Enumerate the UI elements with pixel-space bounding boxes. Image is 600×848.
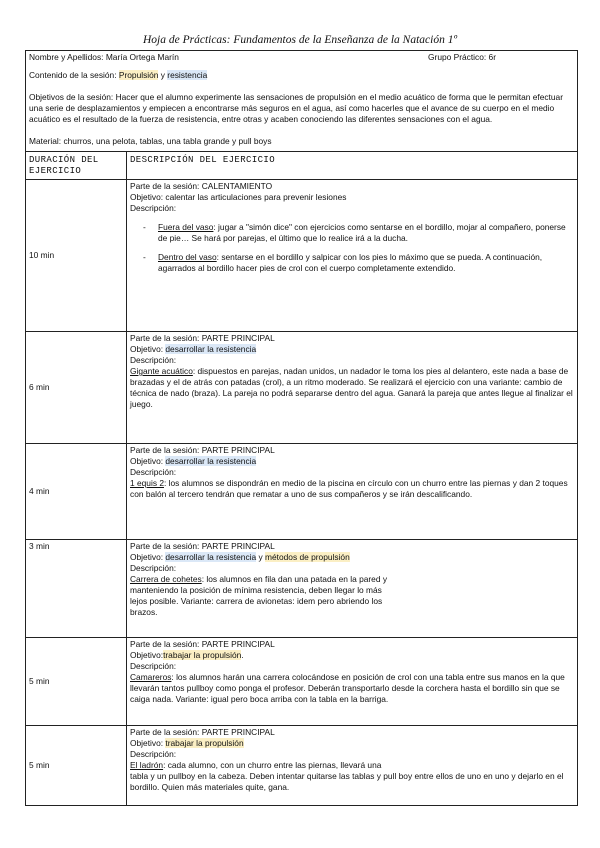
practice-sheet bbox=[25, 50, 578, 806]
description-cell: Parte de la sesión: PARTE PRINCIPAL Objetivo: desarrollar la resistencia y métodos de propulsión Descripción: Carrera de cohetes: los alumnos en fila dan una patada en la pared y manteniendo la posición de mínima resistencia, deben llegar lo más lejos posible. Variante: carrera de avionetas: idem pero abriendo los brazos. bbox=[127, 540, 578, 638]
description-cell: Parte de la sesión: PARTE PRINCIPAL Objetivo: desarrollar la resistencia Descripción: 1 equis 2: los alumnos se dispondrán en medio de la piscina en círculo con un churro entre las piernas y dan 2 toques con balón al tercero tendrán que rematar a uno de sus compañeros y se irán descalificando. bbox=[127, 444, 578, 540]
exercise-list bbox=[130, 222, 574, 274]
session-content: Contenido de la sesión: Propulsión y resistencia bbox=[29, 70, 208, 80]
list-item: - Fuera del vaso: jugar a "simón dice" con ejercicios como sentarse en el bordillo, mojar al compañero, ponerse de pie… Se hará por parejas, el último que lo realice irá a la ducha. bbox=[158, 222, 574, 244]
description-cell: Parte de la sesión: CALENTAMIENTO Objetivo: calentar las articulaciones para prevenir lesiones Descripción: - Fuera del vaso: jugar a "simón dice" con ejercicios como sentarse en el bordillo, mojar al compañero, ponerse de pie… Se hará por parejas, el último que lo realice irá a la ducha. - Dentro del vaso: sentarse en el bordillo y salpicar con los pies lo máximo que se pueda. A continuación, agarrados al bordillo hacer pies de crol con el cuerpo completamente extendido. bbox=[127, 180, 578, 332]
duration-cell: 3 min bbox=[26, 540, 127, 638]
col-description-header: DESCRIPCIÓN DEL EJERCICIO bbox=[127, 152, 578, 180]
student-name: Nombre y Apellidos: María Ortega Marín bbox=[29, 52, 179, 62]
duration-cell: 10 min bbox=[26, 180, 127, 332]
exercise-table bbox=[25, 151, 578, 806]
table-row bbox=[26, 726, 578, 806]
duration-cell: 5 min bbox=[26, 638, 127, 726]
list-item: - Dentro del vaso: sentarse en el bordillo y salpicar con los pies lo máximo que se pueda. A continuación, agarrados al bordillo hacer pies de crol con el cuerpo completamente extendido. bbox=[158, 252, 574, 274]
description-cell: Parte de la sesión: PARTE PRINCIPAL Objetivo: trabajar la propulsión Descripción: El ladrón: cada alumno, con un churro entre las piernas, llevará una tabla y un pullboy en la cabeza. Deben intentar quitarse las tablas y pull boy entre ellos de uno en uno y dejarlo en el bordillo. Quien más materiales quite, gana. bbox=[127, 726, 578, 806]
name-group-row bbox=[29, 52, 574, 63]
description-cell: Parte de la sesión: PARTE PRINCIPAL Objetivo:trabajar la propulsión. Descripción: Camareros: los alumnos harán una carrera colocándose en posición de crol con una tabla entre sus manos en la que llevarán tantos pullboy como ponga el profesor. Deberán transportarlo desde la corchera hasta el bordillo sin que se caiga nada. Variante: igual pero boca arriba con la tabla en la barriga. bbox=[127, 638, 578, 726]
document-title: Hoja de Prácticas: Fundamentos de la Enseñanza de la Natación 1º bbox=[142, 34, 458, 46]
highlight-propulsion: Propulsión bbox=[118, 70, 159, 80]
sheet-header bbox=[25, 50, 578, 151]
table-row bbox=[26, 180, 578, 332]
practice-group: Grupo Práctico: 6r bbox=[428, 52, 496, 62]
duration-cell: 5 min bbox=[26, 726, 127, 806]
col-duration-header: DURACIÓN DEL EJERCICIO bbox=[26, 152, 127, 180]
session-objectives: Objetivos de la sesión: Hacer que el alumno experimente las sensaciones de propulsión en el medio acuático de forma que le permitan efectuar una serie de desplazamientos y empiecen a encontrarse más seguros en el agua, así como hacerles que el avance de su cuerpo en el medio acuático es el resultado de la fuerza de resistencia, entre otras y acaben conociendo las diferentes sensaciones con el agua. bbox=[29, 92, 563, 124]
table-row bbox=[26, 540, 578, 638]
description-cell: Parte de la sesión: PARTE PRINCIPAL Objetivo: desarrollar la resistencia Descripción: Gigante acuático: dispuestos en parejas, nadan unidos, un nadador le toma los pies al delantero, este nada a base de brazadas y el de atrás con patadas (crol), a un ritmo moderado. Se realizará el ejercicio con una variante: cambio de técnica de nado (braza). La pareja no podrá separarse dentro del agua. Ganará la pareja que antes llegue al finalizar el juego. bbox=[127, 332, 578, 444]
session-material: Material: churros, una pelota, tablas, una tabla grande y pull boys bbox=[29, 136, 272, 146]
table-row bbox=[26, 444, 578, 540]
duration-cell: 4 min bbox=[26, 444, 127, 540]
duration-cell: 6 min bbox=[26, 332, 127, 444]
table-row bbox=[26, 638, 578, 726]
table-header-row bbox=[26, 152, 578, 180]
highlight-resistance: resistencia bbox=[167, 70, 208, 80]
table-row bbox=[26, 332, 578, 444]
